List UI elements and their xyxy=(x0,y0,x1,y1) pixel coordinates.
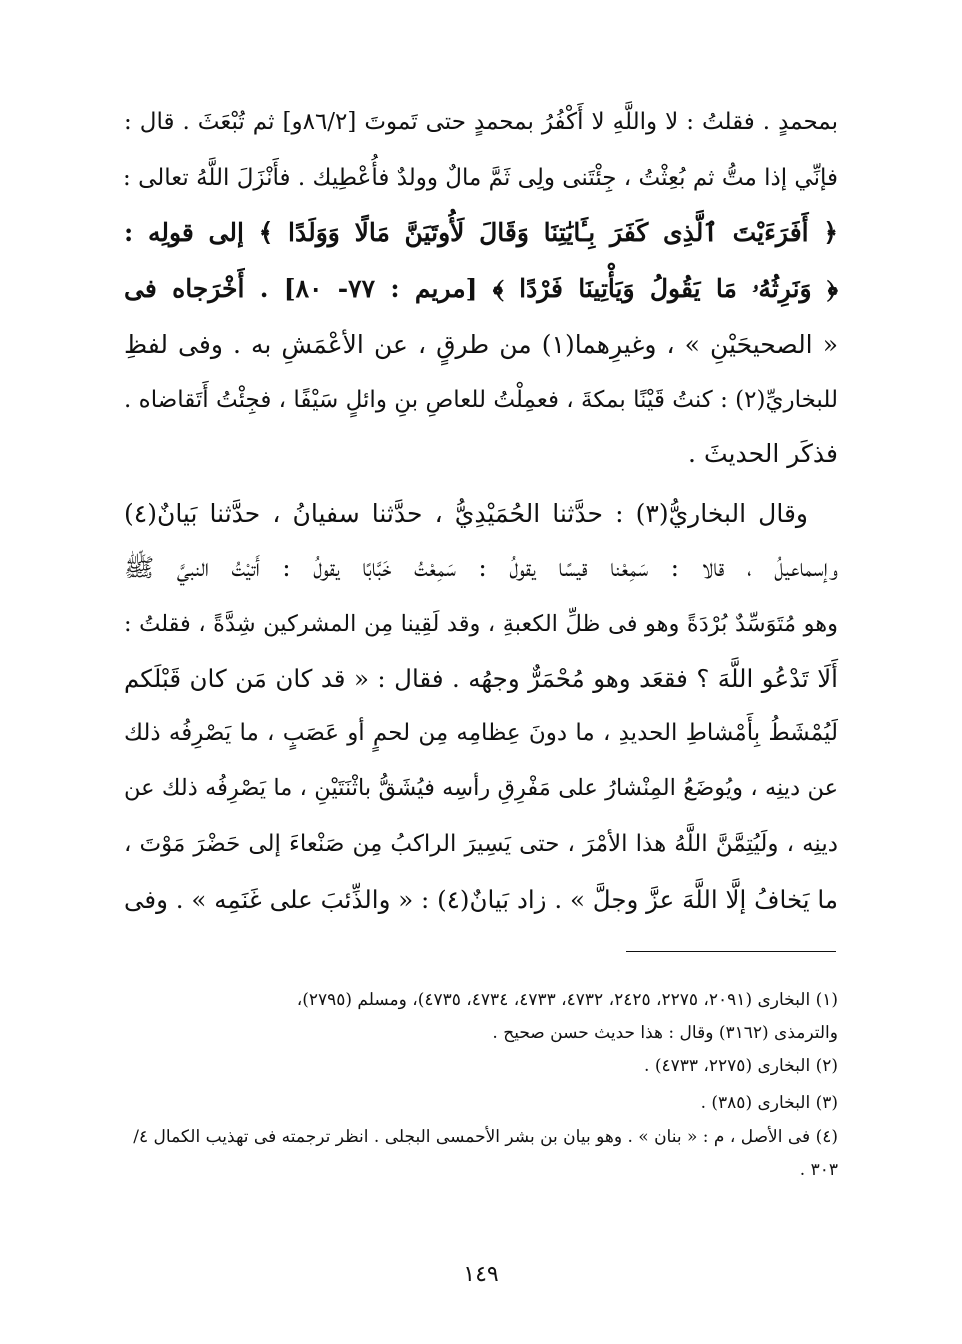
body-line: فذكَر الحديثَ . xyxy=(688,439,838,468)
body-line: « الصحيحَيْنِ » ، وغيرِهما(١) من طرقٍ ، عن الأعْمَشِ به . وفى لفظِ xyxy=(124,330,838,359)
body-line: وإسماعيلُ ، قالا : سَمِعْنا قيسًا يقولُ : سَمِعْتُ خَبَّابًا يقولُ : أَتيْتُ النبيَّ ﷺ xyxy=(124,553,838,582)
footnote-line: والترمذى (٣١٦٢) وقال : هذا حديث حسن صحيح . xyxy=(492,1023,838,1043)
body-line: عن دينِه ، ويُوضَعُ المِنْشارُ على مَفْرِقِ رأسِه فيُشَقُّ باثْنَتَيْنِ ، ما يَصْرِفُه ذلك عن xyxy=(124,775,838,801)
quran-verse-line: ﴿ أَفَرَءَيْتَ ٱلَّذِى كَفَرَ بِـَٔايَٰتِنَا وَقَالَ لَأُوتَيَنَّ مَالًا وَوَلَدًا ﴾ إلى قولِه : xyxy=(124,218,838,247)
footnote-line: (٤) فى الأصل ، م : « بنان » . وهو بيان بن بشر الأحمسى البجلى . انظر ترجمته فى تهذيب الكمال ٤/ xyxy=(133,1127,838,1147)
quran-verse-line: ﴿ وَنَرِثُهُۥ مَا يَقُولُ وَيَأْتِينَا فَرْدًا ﴾ [مريم : ٧٧- ٨٠] . أَخْرَجاه فى xyxy=(124,274,838,303)
body-line: للبخاريِّ(٢) : كنتُ قَيْنًا بمكةَ ، فعمِلْتُ للعاصِ بنِ وائلٍ سَيْفًا ، فجِئْتُ أَتَقاضاه . xyxy=(124,387,838,413)
body-line: وهو مُتَوَسِّدٌ بُرْدَةً وهو فى ظلِّ الكعبةِ ، وقد لَقِينا مِن المشركين شِدَّةً ، فقلتُ : xyxy=(124,611,838,637)
footnote-line: (٣) البخارى (٣٨٥) . xyxy=(700,1093,838,1113)
body-line: لَيُمْشَطُ بِأَمْشاطِ الحديدِ ، ما دونَ عِظامِه مِن لحمٍ أو عَصَبٍ ، ما يَصْرِفُه ذلك xyxy=(124,720,838,746)
body-line: أَلَا تَدْعُو اللَّهَ ؟ فقعَد وهو مُحْمَرٌّ وجهُه . فقال : « قد كان مَن كان قَبْلَكم xyxy=(124,664,838,693)
body-line: ما يَخافُ إلَّا اللَّهَ عزَّ وجلَّ » . زاد بَيانٌ(٤) : « والذِّئبَ على غَنَمِه » . وفى xyxy=(124,885,838,914)
body-line: فإنِّي إذا متُّ ثم بُعِثْتُ ، جِئْتَنى ولِى ثَمَّ مالٌ وولدٌ فأُعْطِيك . فأَنْزَلَ اللَّهُ تعالى : xyxy=(123,165,838,191)
body-line: دينِه ، ولَيُتِمَّنَّ اللَّهُ هذا الأمْرَ ، حتى يَسِيرَ الراكبُ مِن صَنْعاءَ إلى حَضْرَ مَوْتَ ، xyxy=(124,831,838,857)
body-line: بمحمدٍ . فقلتُ : لا واللَّهِ لا أَكْفُرُ بمحمدٍ حتى تَموتَ [٨٦/٢و] ثم تُبْعَثَ . قال : xyxy=(124,109,839,135)
body-line: وقال البخاريُّ(٣) : حدَّثنا الحُمَيْدِيُّ ، حدَّثنا سفيانُ ، حدَّثنا بَيانٌ(٤) xyxy=(124,499,808,528)
footnote-line: (١) البخارى (٢٠٩١، ٢٢٧٥، ٢٤٢٥، ٤٧٣٢، ٤٧٣٣، ٤٧٣٤، ٤٧٣٥)، ومسلم (٢٧٩٥)، xyxy=(296,990,838,1010)
footnote-line: (٢) البخارى (٢٢٧٥، ٤٧٣٣) . xyxy=(644,1056,838,1076)
footnote-line: ٣٠٣ . xyxy=(799,1160,838,1180)
footnote-separator xyxy=(626,951,836,952)
page-number: ١٤٩ xyxy=(463,1262,499,1287)
